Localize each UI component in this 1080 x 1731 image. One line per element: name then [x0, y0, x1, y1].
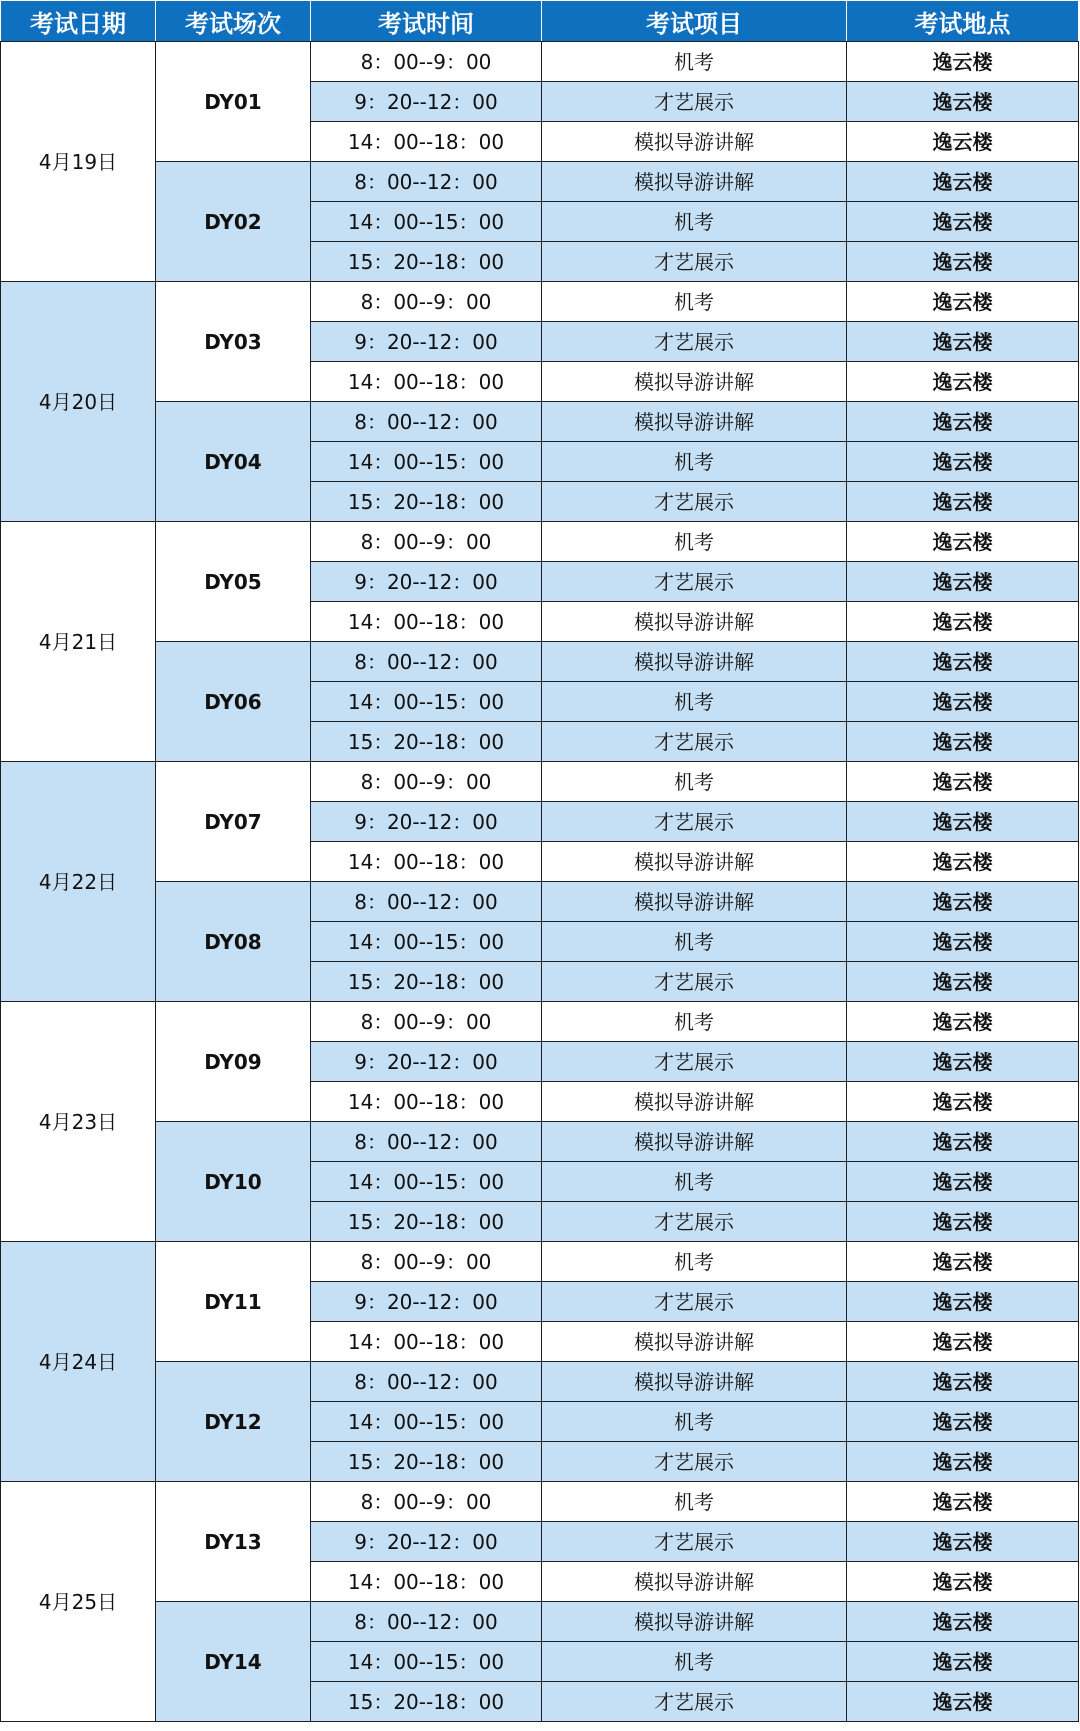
header-date: 考试日期	[1, 1, 156, 42]
exam-place-cell: 逸云楼	[847, 122, 1079, 162]
exam-item-cell: 才艺展示	[542, 1682, 847, 1722]
session-code-cell: DY12	[156, 1362, 311, 1482]
exam-item-cell: 才艺展示	[542, 962, 847, 1002]
exam-item-cell: 机考	[542, 1482, 847, 1522]
session-code-cell: DY04	[156, 402, 311, 522]
exam-place-cell: 逸云楼	[847, 1522, 1079, 1562]
exam-place-cell: 逸云楼	[847, 1202, 1079, 1242]
session-code-cell: DY05	[156, 522, 311, 642]
exam-item-cell: 模拟导游讲解	[542, 1082, 847, 1122]
exam-item-cell: 才艺展示	[542, 1202, 847, 1242]
exam-item-cell: 才艺展示	[542, 802, 847, 842]
table-row	[1, 42, 1079, 82]
exam-item-cell: 机考	[542, 202, 847, 242]
exam-time-cell: 8：00--9：00	[311, 282, 542, 322]
exam-item-cell: 模拟导游讲解	[542, 842, 847, 882]
exam-place-cell: 逸云楼	[847, 722, 1079, 762]
session-code-cell: DY01	[156, 42, 311, 162]
exam-place-cell: 逸云楼	[847, 242, 1079, 282]
exam-item-cell: 模拟导游讲解	[542, 1602, 847, 1642]
exam-place-cell: 逸云楼	[847, 802, 1079, 842]
session-code-cell: DY14	[156, 1602, 311, 1722]
exam-item-cell: 模拟导游讲解	[542, 642, 847, 682]
exam-time-cell: 8：00--12：00	[311, 1122, 542, 1162]
table-row	[1, 282, 1079, 322]
exam-date-cell: 4月21日	[1, 522, 156, 762]
exam-item-cell: 才艺展示	[542, 562, 847, 602]
exam-time-cell: 15：20--18：00	[311, 722, 542, 762]
exam-item-cell: 机考	[542, 922, 847, 962]
exam-time-cell: 9：20--12：00	[311, 802, 542, 842]
exam-time-cell: 8：00--9：00	[311, 1002, 542, 1042]
exam-item-cell: 模拟导游讲解	[542, 162, 847, 202]
exam-place-cell: 逸云楼	[847, 602, 1079, 642]
exam-time-cell: 15：20--18：00	[311, 242, 542, 282]
exam-time-cell: 14：00--18：00	[311, 1322, 542, 1362]
table-row	[1, 1002, 1079, 1042]
session-code-cell: DY02	[156, 162, 311, 282]
exam-item-cell: 模拟导游讲解	[542, 1322, 847, 1362]
exam-place-cell: 逸云楼	[847, 42, 1079, 82]
exam-time-cell: 14：00--15：00	[311, 202, 542, 242]
exam-time-cell: 15：20--18：00	[311, 1442, 542, 1482]
exam-time-cell: 14：00--15：00	[311, 1402, 542, 1442]
exam-item-cell: 机考	[542, 1402, 847, 1442]
table-header	[1, 1, 1079, 42]
exam-place-cell: 逸云楼	[847, 1242, 1079, 1282]
exam-item-cell: 模拟导游讲解	[542, 1362, 847, 1402]
exam-item-cell: 机考	[542, 522, 847, 562]
exam-place-cell: 逸云楼	[847, 562, 1079, 602]
exam-date-cell: 4月20日	[1, 282, 156, 522]
exam-time-cell: 9：20--12：00	[311, 562, 542, 602]
exam-item-cell: 模拟导游讲解	[542, 1562, 847, 1602]
header-item: 考试项目	[542, 1, 847, 42]
exam-place-cell: 逸云楼	[847, 762, 1079, 802]
exam-time-cell: 14：00--15：00	[311, 442, 542, 482]
session-code-cell: DY07	[156, 762, 311, 882]
exam-time-cell: 8：00--9：00	[311, 42, 542, 82]
table-row	[1, 522, 1079, 562]
exam-time-cell: 8：00--9：00	[311, 522, 542, 562]
exam-item-cell: 机考	[542, 282, 847, 322]
header-time: 考试时间	[311, 1, 542, 42]
exam-item-cell: 机考	[542, 682, 847, 722]
exam-date-cell: 4月25日	[1, 1482, 156, 1722]
exam-time-cell: 9：20--12：00	[311, 1042, 542, 1082]
exam-item-cell: 机考	[542, 42, 847, 82]
exam-date-cell: 4月19日	[1, 42, 156, 282]
session-code-cell: DY09	[156, 1002, 311, 1122]
exam-item-cell: 才艺展示	[542, 482, 847, 522]
exam-place-cell: 逸云楼	[847, 82, 1079, 122]
exam-place-cell: 逸云楼	[847, 1282, 1079, 1322]
header-session: 考试场次	[156, 1, 311, 42]
exam-place-cell: 逸云楼	[847, 1162, 1079, 1202]
exam-item-cell: 才艺展示	[542, 1442, 847, 1482]
table-row	[1, 762, 1079, 802]
table-row	[1, 162, 1079, 202]
exam-time-cell: 14：00--15：00	[311, 922, 542, 962]
exam-date-cell: 4月24日	[1, 1242, 156, 1482]
exam-time-cell: 8：00--12：00	[311, 162, 542, 202]
exam-item-cell: 机考	[542, 1002, 847, 1042]
exam-item-cell: 才艺展示	[542, 1522, 847, 1562]
exam-time-cell: 8：00--9：00	[311, 1482, 542, 1522]
exam-time-cell: 8：00--9：00	[311, 1242, 542, 1282]
table-row	[1, 882, 1079, 922]
exam-time-cell: 8：00--12：00	[311, 882, 542, 922]
exam-time-cell: 15：20--18：00	[311, 1202, 542, 1242]
exam-place-cell: 逸云楼	[847, 1682, 1079, 1722]
session-code-cell: DY03	[156, 282, 311, 402]
exam-place-cell: 逸云楼	[847, 1602, 1079, 1642]
exam-item-cell: 机考	[542, 1242, 847, 1282]
exam-place-cell: 逸云楼	[847, 482, 1079, 522]
exam-item-cell: 才艺展示	[542, 322, 847, 362]
exam-place-cell: 逸云楼	[847, 842, 1079, 882]
exam-time-cell: 8：00--9：00	[311, 762, 542, 802]
exam-place-cell: 逸云楼	[847, 322, 1079, 362]
exam-item-cell: 模拟导游讲解	[542, 602, 847, 642]
exam-place-cell: 逸云楼	[847, 1082, 1079, 1122]
exam-place-cell: 逸云楼	[847, 442, 1079, 482]
header-row	[1, 1, 1079, 42]
exam-time-cell: 14：00--18：00	[311, 1082, 542, 1122]
exam-place-cell: 逸云楼	[847, 1642, 1079, 1682]
exam-item-cell: 机考	[542, 1642, 847, 1682]
exam-date-cell: 4月23日	[1, 1002, 156, 1242]
exam-place-cell: 逸云楼	[847, 1482, 1079, 1522]
table-row	[1, 642, 1079, 682]
exam-time-cell: 9：20--12：00	[311, 82, 542, 122]
exam-item-cell: 模拟导游讲解	[542, 1122, 847, 1162]
exam-place-cell: 逸云楼	[847, 1122, 1079, 1162]
session-code-cell: DY13	[156, 1482, 311, 1602]
exam-item-cell: 才艺展示	[542, 82, 847, 122]
exam-item-cell: 机考	[542, 1162, 847, 1202]
exam-place-cell: 逸云楼	[847, 162, 1079, 202]
exam-item-cell: 模拟导游讲解	[542, 402, 847, 442]
exam-item-cell: 模拟导游讲解	[542, 882, 847, 922]
header-place: 考试地点	[847, 1, 1079, 42]
session-code-cell: DY08	[156, 882, 311, 1002]
exam-time-cell: 8：00--12：00	[311, 642, 542, 682]
exam-time-cell: 14：00--18：00	[311, 842, 542, 882]
exam-item-cell: 机考	[542, 442, 847, 482]
exam-place-cell: 逸云楼	[847, 402, 1079, 442]
exam-time-cell: 9：20--12：00	[311, 1522, 542, 1562]
table-body	[1, 42, 1079, 1722]
exam-time-cell: 9：20--12：00	[311, 322, 542, 362]
table-row	[1, 1362, 1079, 1402]
table-row	[1, 1122, 1079, 1162]
exam-time-cell: 14：00--15：00	[311, 682, 542, 722]
exam-item-cell: 模拟导游讲解	[542, 122, 847, 162]
exam-time-cell: 8：00--12：00	[311, 402, 542, 442]
exam-time-cell: 14：00--18：00	[311, 1562, 542, 1602]
exam-item-cell: 才艺展示	[542, 1282, 847, 1322]
exam-place-cell: 逸云楼	[847, 282, 1079, 322]
exam-place-cell: 逸云楼	[847, 922, 1079, 962]
session-code-cell: DY10	[156, 1122, 311, 1242]
exam-place-cell: 逸云楼	[847, 362, 1079, 402]
exam-time-cell: 9：20--12：00	[311, 1282, 542, 1322]
session-code-cell: DY11	[156, 1242, 311, 1362]
exam-place-cell: 逸云楼	[847, 1002, 1079, 1042]
exam-place-cell: 逸云楼	[847, 522, 1079, 562]
exam-time-cell: 15：20--18：00	[311, 1682, 542, 1722]
exam-time-cell: 15：20--18：00	[311, 962, 542, 1002]
exam-place-cell: 逸云楼	[847, 1402, 1079, 1442]
session-code-cell: DY06	[156, 642, 311, 762]
exam-time-cell: 8：00--12：00	[311, 1362, 542, 1402]
exam-date-cell: 4月22日	[1, 762, 156, 1002]
table-row	[1, 1602, 1079, 1642]
exam-place-cell: 逸云楼	[847, 1042, 1079, 1082]
exam-place-cell: 逸云楼	[847, 882, 1079, 922]
exam-time-cell: 14：00--18：00	[311, 602, 542, 642]
exam-place-cell: 逸云楼	[847, 682, 1079, 722]
table-row	[1, 1482, 1079, 1522]
exam-place-cell: 逸云楼	[847, 1562, 1079, 1602]
exam-place-cell: 逸云楼	[847, 202, 1079, 242]
exam-time-cell: 15：20--18：00	[311, 482, 542, 522]
exam-item-cell: 才艺展示	[542, 722, 847, 762]
exam-item-cell: 模拟导游讲解	[542, 362, 847, 402]
exam-time-cell: 14：00--15：00	[311, 1642, 542, 1682]
exam-item-cell: 才艺展示	[542, 1042, 847, 1082]
table-row	[1, 1242, 1079, 1282]
exam-place-cell: 逸云楼	[847, 1322, 1079, 1362]
exam-place-cell: 逸云楼	[847, 962, 1079, 1002]
exam-place-cell: 逸云楼	[847, 1362, 1079, 1402]
exam-time-cell: 14：00--18：00	[311, 122, 542, 162]
exam-place-cell: 逸云楼	[847, 1442, 1079, 1482]
exam-time-cell: 14：00--15：00	[311, 1162, 542, 1202]
exam-time-cell: 8：00--12：00	[311, 1602, 542, 1642]
table-row	[1, 402, 1079, 442]
exam-item-cell: 才艺展示	[542, 242, 847, 282]
exam-place-cell: 逸云楼	[847, 642, 1079, 682]
exam-item-cell: 机考	[542, 762, 847, 802]
exam-time-cell: 14：00--18：00	[311, 362, 542, 402]
